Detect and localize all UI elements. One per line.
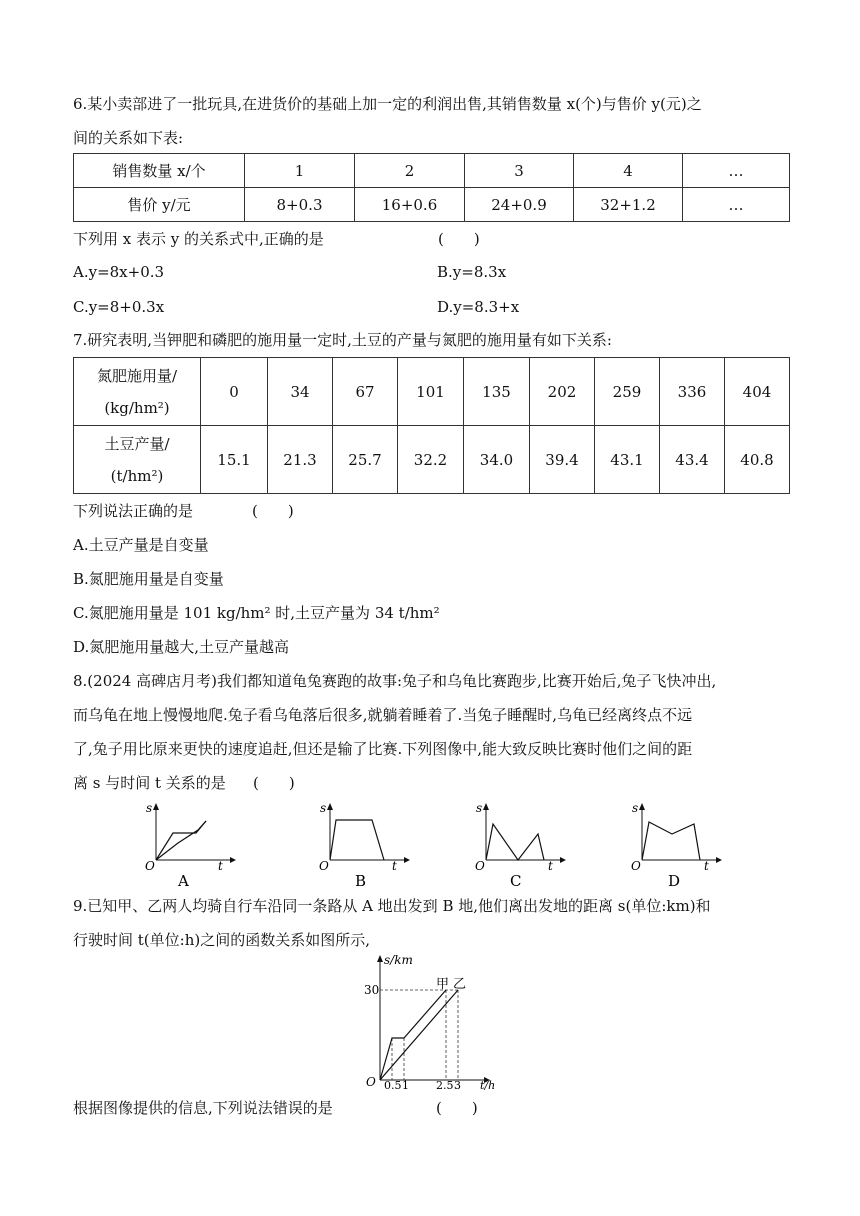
x-axis-arrow-icon [716,857,722,863]
curve-tortoise [156,821,206,860]
table-cell: 43.4 [660,426,725,494]
q8-graph-b [312,798,412,890]
q6-option-c: C.y=8+0.3x [73,298,165,316]
table-cell: 259 [595,358,660,426]
y-axis-label: s [320,801,327,815]
q6-option-d: D.y=8.3+x [437,298,520,316]
table-cell: 101 [398,358,464,426]
y-axis-arrow-icon [377,955,383,962]
x-axis-arrow-icon [230,857,236,863]
graph-caption: B [355,872,367,890]
q6-table-header-quantity: 销售数量 x/个 [74,154,245,188]
q7-option-c: C.氮肥施用量是 101 kg/hm² 时,土豆产量为 34 t/hm² [73,604,440,622]
y-axis-label: s [632,801,639,815]
q8-stem-line3: 了,兔子用比原来更快的速度追赶,但还是输了比赛.下列图像中,能大致反映比赛时他们之间的距 [73,740,693,758]
x-tick-2-5: 2.5 [436,1079,454,1090]
q8-answer-bracket: ( ) [253,774,295,792]
distance-curve [330,820,384,860]
q7-stem: 7.研究表明,当钾肥和磷肥的施用量一定时,土豆的产量与氮肥的施用量有如下关系: [73,331,612,349]
origin-label: O [366,1075,376,1089]
table-cell: 24+0.9 [465,188,574,222]
q7-header-potato-label: 土豆产量/ [104,434,170,453]
q6-stem-line2: 间的关系如下表: [73,129,184,147]
q8-graph-c [468,798,568,890]
q7-option-d: D.氮肥施用量越大,土豆产量越高 [73,638,290,656]
q6-question: 下列用 x 表示 y 的关系式中,正确的是 [73,230,324,248]
q7-option-a: A.土豆产量是自变量 [73,536,209,554]
y-axis-label: s [146,801,153,815]
table-cell: 16+0.6 [355,188,465,222]
table-cell: 67 [333,358,398,426]
table-cell: 0 [201,358,268,426]
x-axis-label: t [704,859,709,873]
table-cell: 34 [268,358,333,426]
table-cell: 40.8 [725,426,790,494]
q7-option-b: B.氮肥施用量是自变量 [73,570,224,588]
q8-stem-line4: 离 s 与时间 t 关系的是 [73,774,226,792]
y-axis-arrow-icon [327,803,333,810]
y-axis-label: s [476,801,483,815]
q6-table-header-price: 售价 y/元 [74,188,245,222]
table-cell: 135 [464,358,530,426]
q7-table-header-nitrogen [74,358,201,426]
y-axis-label: s/km [384,953,413,967]
table-cell: 2 [355,154,465,188]
x-axis-arrow-icon [404,857,410,863]
graph-caption: D [668,872,681,890]
q9-answer-bracket: ( ) [436,1099,478,1117]
table-cell: 1 [245,154,355,188]
x-tick-0-5: 0.5 [384,1079,402,1090]
table-cell: 15.1 [201,426,268,494]
x-axis-arrow-icon [560,857,566,863]
q8-graph-d [624,798,724,890]
origin-label: O [631,859,641,873]
table-cell: 39.4 [530,426,595,494]
distance-curve [486,824,544,860]
graph-caption: A [178,872,189,890]
q7-table-header-potato [74,426,201,494]
table-cell: 21.3 [268,426,333,494]
x-tick-1: 1 [402,1079,409,1090]
table-cell: 3 [465,154,574,188]
q7-table-row-nitrogen [74,358,790,426]
origin-label: O [475,859,485,873]
table-cell: 8+0.3 [245,188,355,222]
y-axis-arrow-icon [639,803,645,810]
x-axis-label: t/h [480,1079,496,1090]
table-cell: 404 [725,358,790,426]
q9-stem-line1: 9.已知甲、乙两人均骑自行车沿同一条路从 A 地出发到 B 地,他们离出发地的距离 s(单位:km)和 [73,897,711,915]
table-cell: 202 [530,358,595,426]
table-cell: 32.2 [398,426,464,494]
q9-graph [360,950,510,1090]
q6-table-row-quantity [74,154,790,188]
distance-curve [642,822,700,860]
curve-jia [380,990,446,1080]
q9-stem-line2: 行驶时间 t(单位:h)之间的函数关系如图所示, [73,931,370,949]
q7-table-row-potato [74,426,790,494]
table-cell: 34.0 [464,426,530,494]
x-axis-label: t [392,859,397,873]
label-yi: 乙 [453,977,467,992]
table-cell: 4 [574,154,683,188]
q8-stem-line2: 而乌龟在地上慢慢地爬.兔子看乌龟落后很多,就躺着睡着了.当兔子睡醒时,乌龟已经离终点不远 [73,706,693,724]
table-cell: … [683,154,790,188]
q8-graph-a [138,798,238,890]
q7-question: 下列说法正确的是 [73,502,194,520]
q6-table [73,153,790,222]
x-tick-3: 3 [454,1079,461,1090]
q6-answer-bracket: ( ) [438,230,480,248]
y-tick-30: 30 [364,983,380,997]
q6-option-b: B.y=8.3x [437,263,507,281]
q7-header-nitrogen-label: 氮肥施用量/ [96,366,178,385]
y-axis-arrow-icon [483,803,489,810]
q8-stem-line1: 8.(2024 高碑店月考)我们都知道龟兔赛跑的故事:兔子和乌龟比赛跑步,比赛开始后,兔子飞快冲出, [73,672,717,690]
graph-caption: C [510,872,522,890]
q6-option-a: A.y=8x+0.3 [73,263,165,281]
q6-stem-line1: 6.某小卖部进了一批玩具,在进货价的基础上加一定的利润出售,其销售数量 x(个)与售价 y(元)之 [73,95,702,113]
q7-table [73,357,790,494]
q7-header-potato-unit: (t/hm²) [110,466,164,485]
table-cell: 25.7 [333,426,398,494]
label-jia: 甲 [436,977,450,992]
origin-label: O [145,859,155,873]
table-cell: 336 [660,358,725,426]
q6-table-row-price [74,188,790,222]
q7-header-nitrogen-unit: (kg/hm²) [104,398,170,417]
origin-label: O [319,859,329,873]
q7-answer-bracket: ( ) [252,502,294,520]
y-axis-arrow-icon [153,803,159,810]
table-cell: 43.1 [595,426,660,494]
table-cell: 32+1.2 [574,188,683,222]
x-axis-label: t [548,859,553,873]
q9-question: 根据图像提供的信息,下列说法错误的是 [73,1099,333,1117]
table-cell: … [683,188,790,222]
x-axis-label: t [218,859,223,873]
